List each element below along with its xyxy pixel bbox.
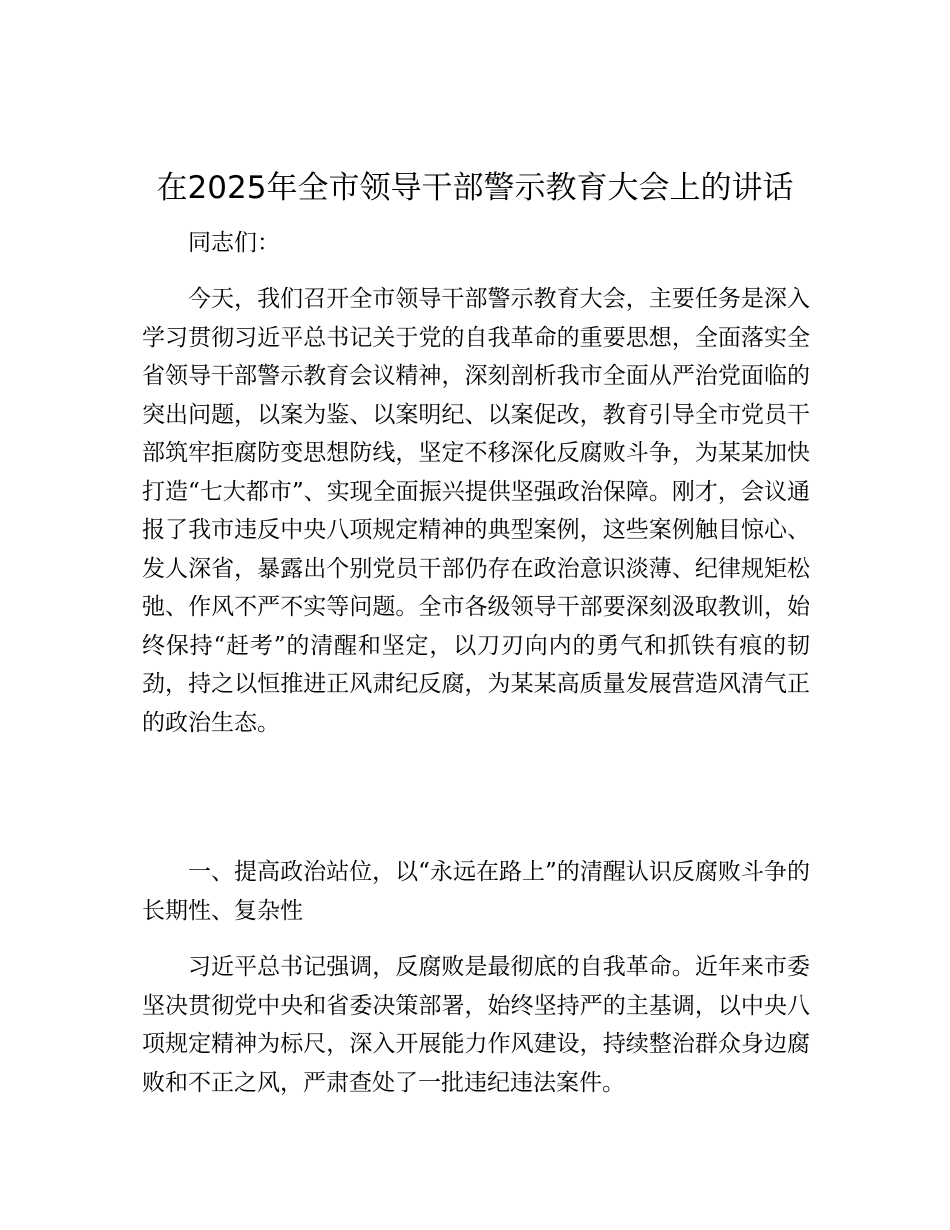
salutation: 同志们： — [188, 230, 280, 256]
section-heading-1: 一、提高政治站位，以“永远在路上”的清醒认识反腐败斗争的长期性、复杂性 — [142, 859, 810, 924]
document-title: 在2025年全市领导干部警示教育大会上的讲话 — [156, 170, 794, 206]
paragraph-section-1: 习近平总书记强调，反腐败是最彻底的自我革命。近年来市委坚决贯彻党中央和省委决策部署，始终坚持严的主基调，以中央八项规定精神为标尺，深入开展能力作风建设，持续整治群众身边腐败和不正之风，严肃查处了一批违纪违法案件。 — [142, 954, 810, 1096]
paragraph-intro: 今天，我们召开全市领导干部警示教育大会，主要任务是深入学习贯彻习近平总书记关于党的自我革命的重要思想，全面落实全省领导干部警示教育会议精神，深刻剖析我市全面从严治党面临的突出问题，以案为鉴、以案明纪、以案促改，教育引导全市党员干部筑牢拒腐防变思想防线，坚定不移深化反腐败斗争，为某某加快打造“七大都市”、实现全面振兴提供坚强政治保障。刚才，会议通报了我市违反中央八项规定精神的典型案例，这些案例触目惊心、发人深省，暴露出个别党员干部仍存在政治意识淡薄、纪律规矩松弛、作风不严不实等问题。全市各级领导干部要深刻汲取教训，始终保持“赶考”的清醒和坚定，以刀刃向内的勇气和抓铁有痕的韧劲，持之以恒推进正风肃纪反腐，为某某高质量发展营造风清气正的政治生态。 — [142, 286, 810, 736]
